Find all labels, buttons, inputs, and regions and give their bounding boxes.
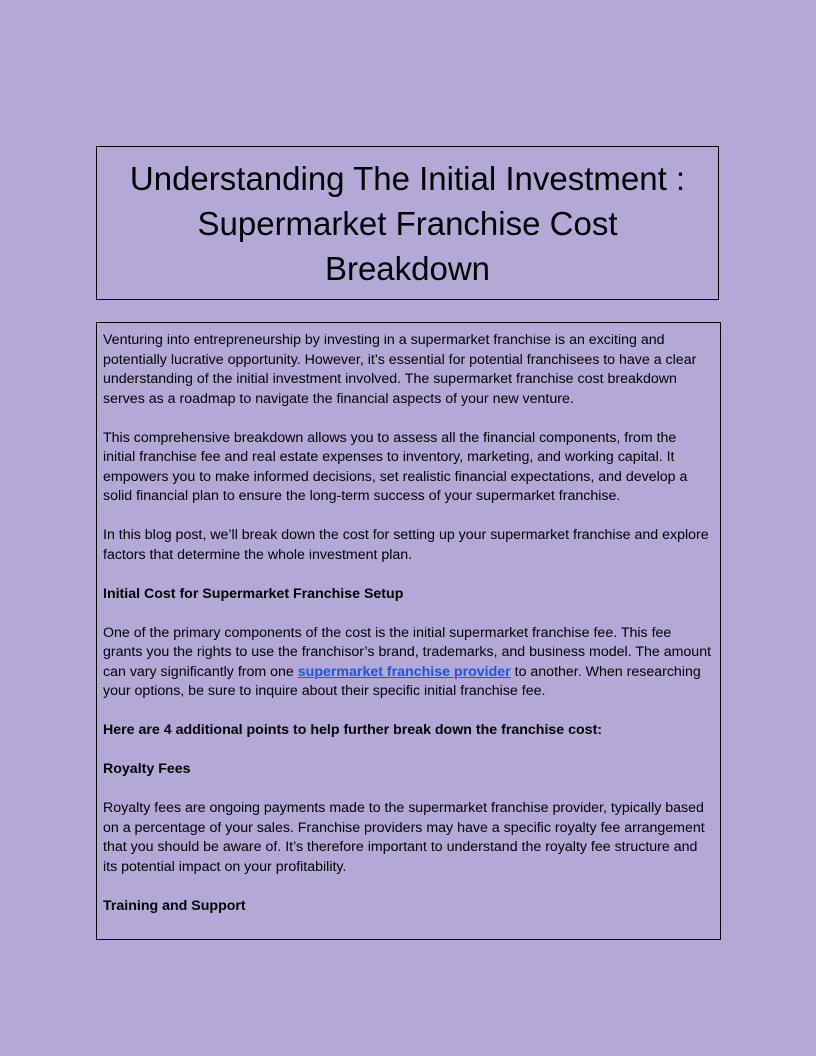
supermarket-franchise-provider-link[interactable]: supermarket franchise provider	[297, 663, 511, 680]
breakdown-paragraph: This comprehensive breakdown allows you to assess all the financial components, from the initial franchise fee and real estate expenses to inventory, marketing, and working capital. It empowers you to make informed decisions, set realistic financial expectations, and develop a solid financial plan to ensure the long-term success of your supermarket franchise.	[103, 429, 688, 504]
additional-points-heading: Here are 4 additional points to help further break down the franchise cost:	[103, 722, 603, 738]
blog-intro-paragraph: In this blog post, we’ll break down the cost for setting up your supermarket franchise and explore factors that determine the whole investment plan.	[103, 527, 709, 563]
article-body	[96, 322, 721, 940]
title-box	[96, 146, 719, 300]
page-title	[108, 156, 708, 291]
title-line-1: Understanding The Initial Investment :	[129, 159, 686, 197]
title-line-3: Breakdown	[324, 249, 491, 287]
franchise-fee-paragraph	[103, 624, 712, 702]
intro-paragraph: Venturing into entrepreneurship by investing in a supermarket franchise is an exciting and potentially lucrative opportunity. However, it’s essential for potential franchisees to have a clear understanding of the initial investment involved. The supermarket franchise cost breakdown serves as a roadmap to navigate the financial aspects of your new venture.	[103, 332, 697, 407]
franchise-fee-text-end: to another. When researching your options, be sure to inquire about their specific initial franchise fee.	[103, 663, 701, 699]
training-support-heading: Training and Support	[103, 897, 246, 914]
royalty-fees-heading: Royalty Fees	[103, 761, 191, 777]
franchise-fee-text-start: One of the primary components of the cost is the initial supermarket franchise fee. This fee grants you the rights to use the franchisor’s brand, trademarks, and business model. The amount can vary significantly from one	[103, 624, 712, 680]
initial-cost-heading: Initial Cost for Supermarket Franchise Setup	[103, 585, 404, 602]
title-line-2: Supermarket Franchise Cost	[197, 204, 618, 242]
royalty-fees-paragraph: Royalty fees are ongoing payments made to the supermarket franchise provider, typically based on a percentage of your sales. Franchise providers may have a specific royalty fee arrangement that you should be aware of. It’s therefore important to understand the royalty fee structure and its potential impact on your profitability.	[103, 800, 705, 875]
